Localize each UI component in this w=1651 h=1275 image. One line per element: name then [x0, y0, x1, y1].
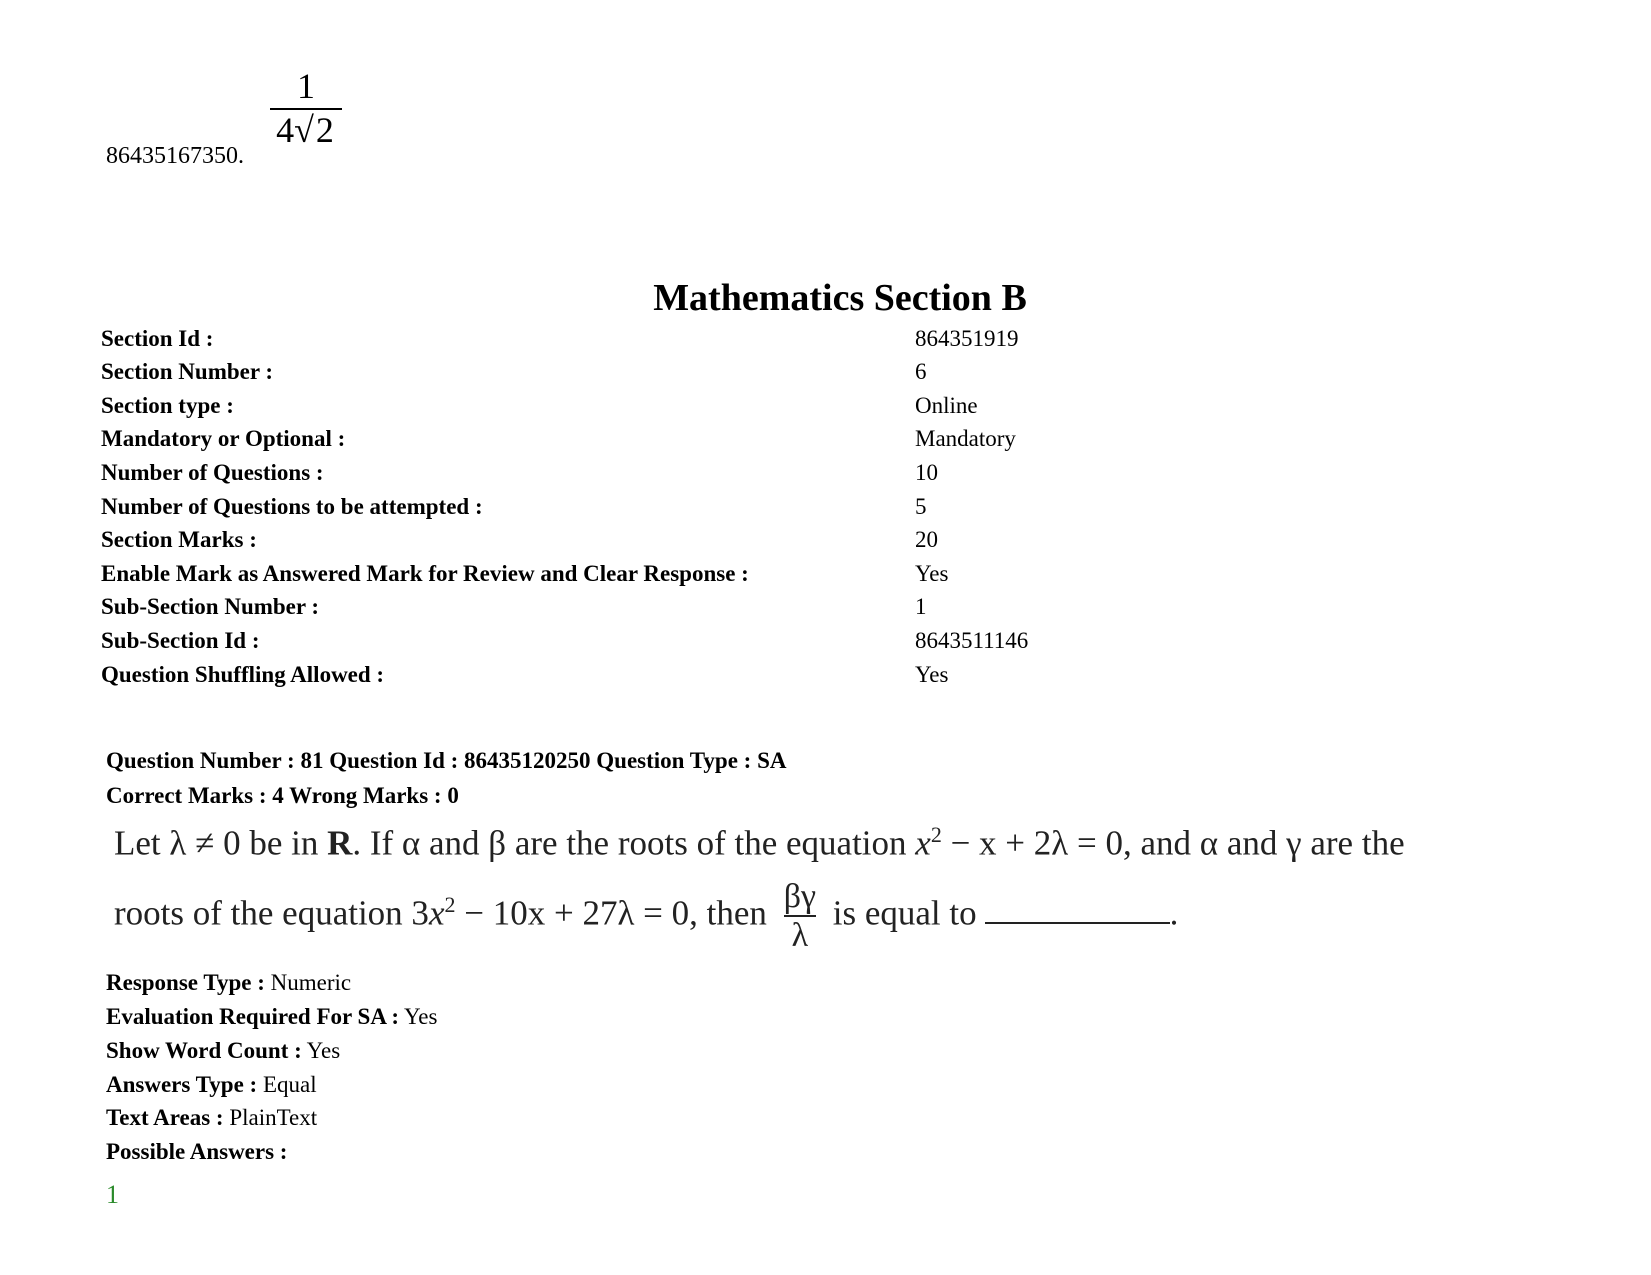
option-fraction: [268, 68, 344, 148]
possible-answer: 1: [106, 1180, 119, 1209]
info-value: 1: [915, 594, 927, 619]
info-label: Sub-Section Number :: [101, 594, 320, 619]
response-label: Answers Type :: [106, 1072, 258, 1097]
response-label: Response Type :: [106, 970, 265, 995]
response-value: Equal: [257, 1072, 317, 1097]
section-info-row: [101, 326, 1019, 352]
response-value: Yes: [301, 1038, 341, 1063]
info-value: 20: [915, 527, 938, 552]
section-info-row: [101, 426, 1016, 452]
info-value: 864351919: [915, 326, 1019, 351]
section-info-row: [101, 527, 938, 553]
section-info-row: [101, 460, 938, 486]
response-label: Evaluation Required For SA :: [106, 1004, 400, 1029]
option-id: 86435167350.: [106, 143, 244, 169]
info-label: Section type :: [101, 393, 234, 418]
response-row: [106, 1004, 437, 1030]
info-label: Enable Mark as Answered Mark for Review and Clear Response :: [101, 561, 749, 586]
info-label: Mandatory or Optional :: [101, 426, 346, 451]
info-value: Yes: [915, 561, 949, 586]
info-label: Sub-Section Id :: [101, 628, 260, 653]
question-header: Question Number : 81 Question Id : 86435120250 Question Type : SA: [106, 748, 787, 773]
info-label: Section Id :: [101, 326, 214, 351]
response-row: [106, 1072, 317, 1098]
response-label: Possible Answers :: [106, 1139, 288, 1164]
answer-blank: [985, 900, 1170, 924]
section-info-row: [101, 662, 949, 688]
info-value: 5: [915, 494, 927, 519]
info-value: 10: [915, 460, 938, 485]
info-label: Number of Questions to be attempted :: [101, 494, 483, 519]
response-row: [106, 970, 351, 996]
question-marks: Correct Marks : 4 Wrong Marks : 0: [106, 783, 459, 808]
info-value: Mandatory: [915, 426, 1016, 451]
response-value: Numeric: [264, 970, 352, 995]
section-info-row: [101, 393, 978, 419]
info-label: Question Shuffling Allowed :: [101, 662, 385, 687]
fraction-numerator: 1: [297, 66, 315, 106]
info-label: Section Number :: [101, 359, 274, 384]
response-value: PlainText: [223, 1105, 318, 1130]
info-value: Yes: [915, 662, 949, 687]
response-value: Yes: [399, 1004, 438, 1029]
section-info-row: [101, 628, 1029, 654]
response-label: Text Areas :: [106, 1105, 224, 1130]
response-label: Show Word Count :: [106, 1038, 302, 1063]
info-label: Number of Questions :: [101, 460, 324, 485]
info-value: 6: [915, 359, 927, 384]
response-row: [106, 1038, 340, 1064]
response-row: [106, 1139, 287, 1165]
response-row: [106, 1105, 317, 1131]
question-text-line-1: Let λ ≠ 0 be in R. If α and β are the roots of the equation $x^2 - x + 2\lambda = 0$, and α and γ are the: [114, 822, 1405, 863]
section-info-row: [101, 359, 927, 385]
section-info-row: [101, 494, 927, 520]
info-label: Section Marks :: [101, 527, 257, 552]
info-value: 8643511146: [915, 628, 1029, 653]
section-title: Mathematics Section B: [653, 277, 1027, 319]
section-info-row: [101, 561, 949, 587]
info-value: Online: [915, 393, 978, 418]
question-fraction: $\frac{\beta\gamma}{\lambda}$: [783, 878, 817, 955]
question-text-line-2: roots of the equation $3x^2 - 10x + 27\lambda = 0$, then $\frac{\beta\gamma}{\lambda}$ is equal to .: [114, 878, 1179, 955]
section-info-row: [101, 594, 927, 620]
fraction-denominator: 4√2: [276, 110, 334, 150]
